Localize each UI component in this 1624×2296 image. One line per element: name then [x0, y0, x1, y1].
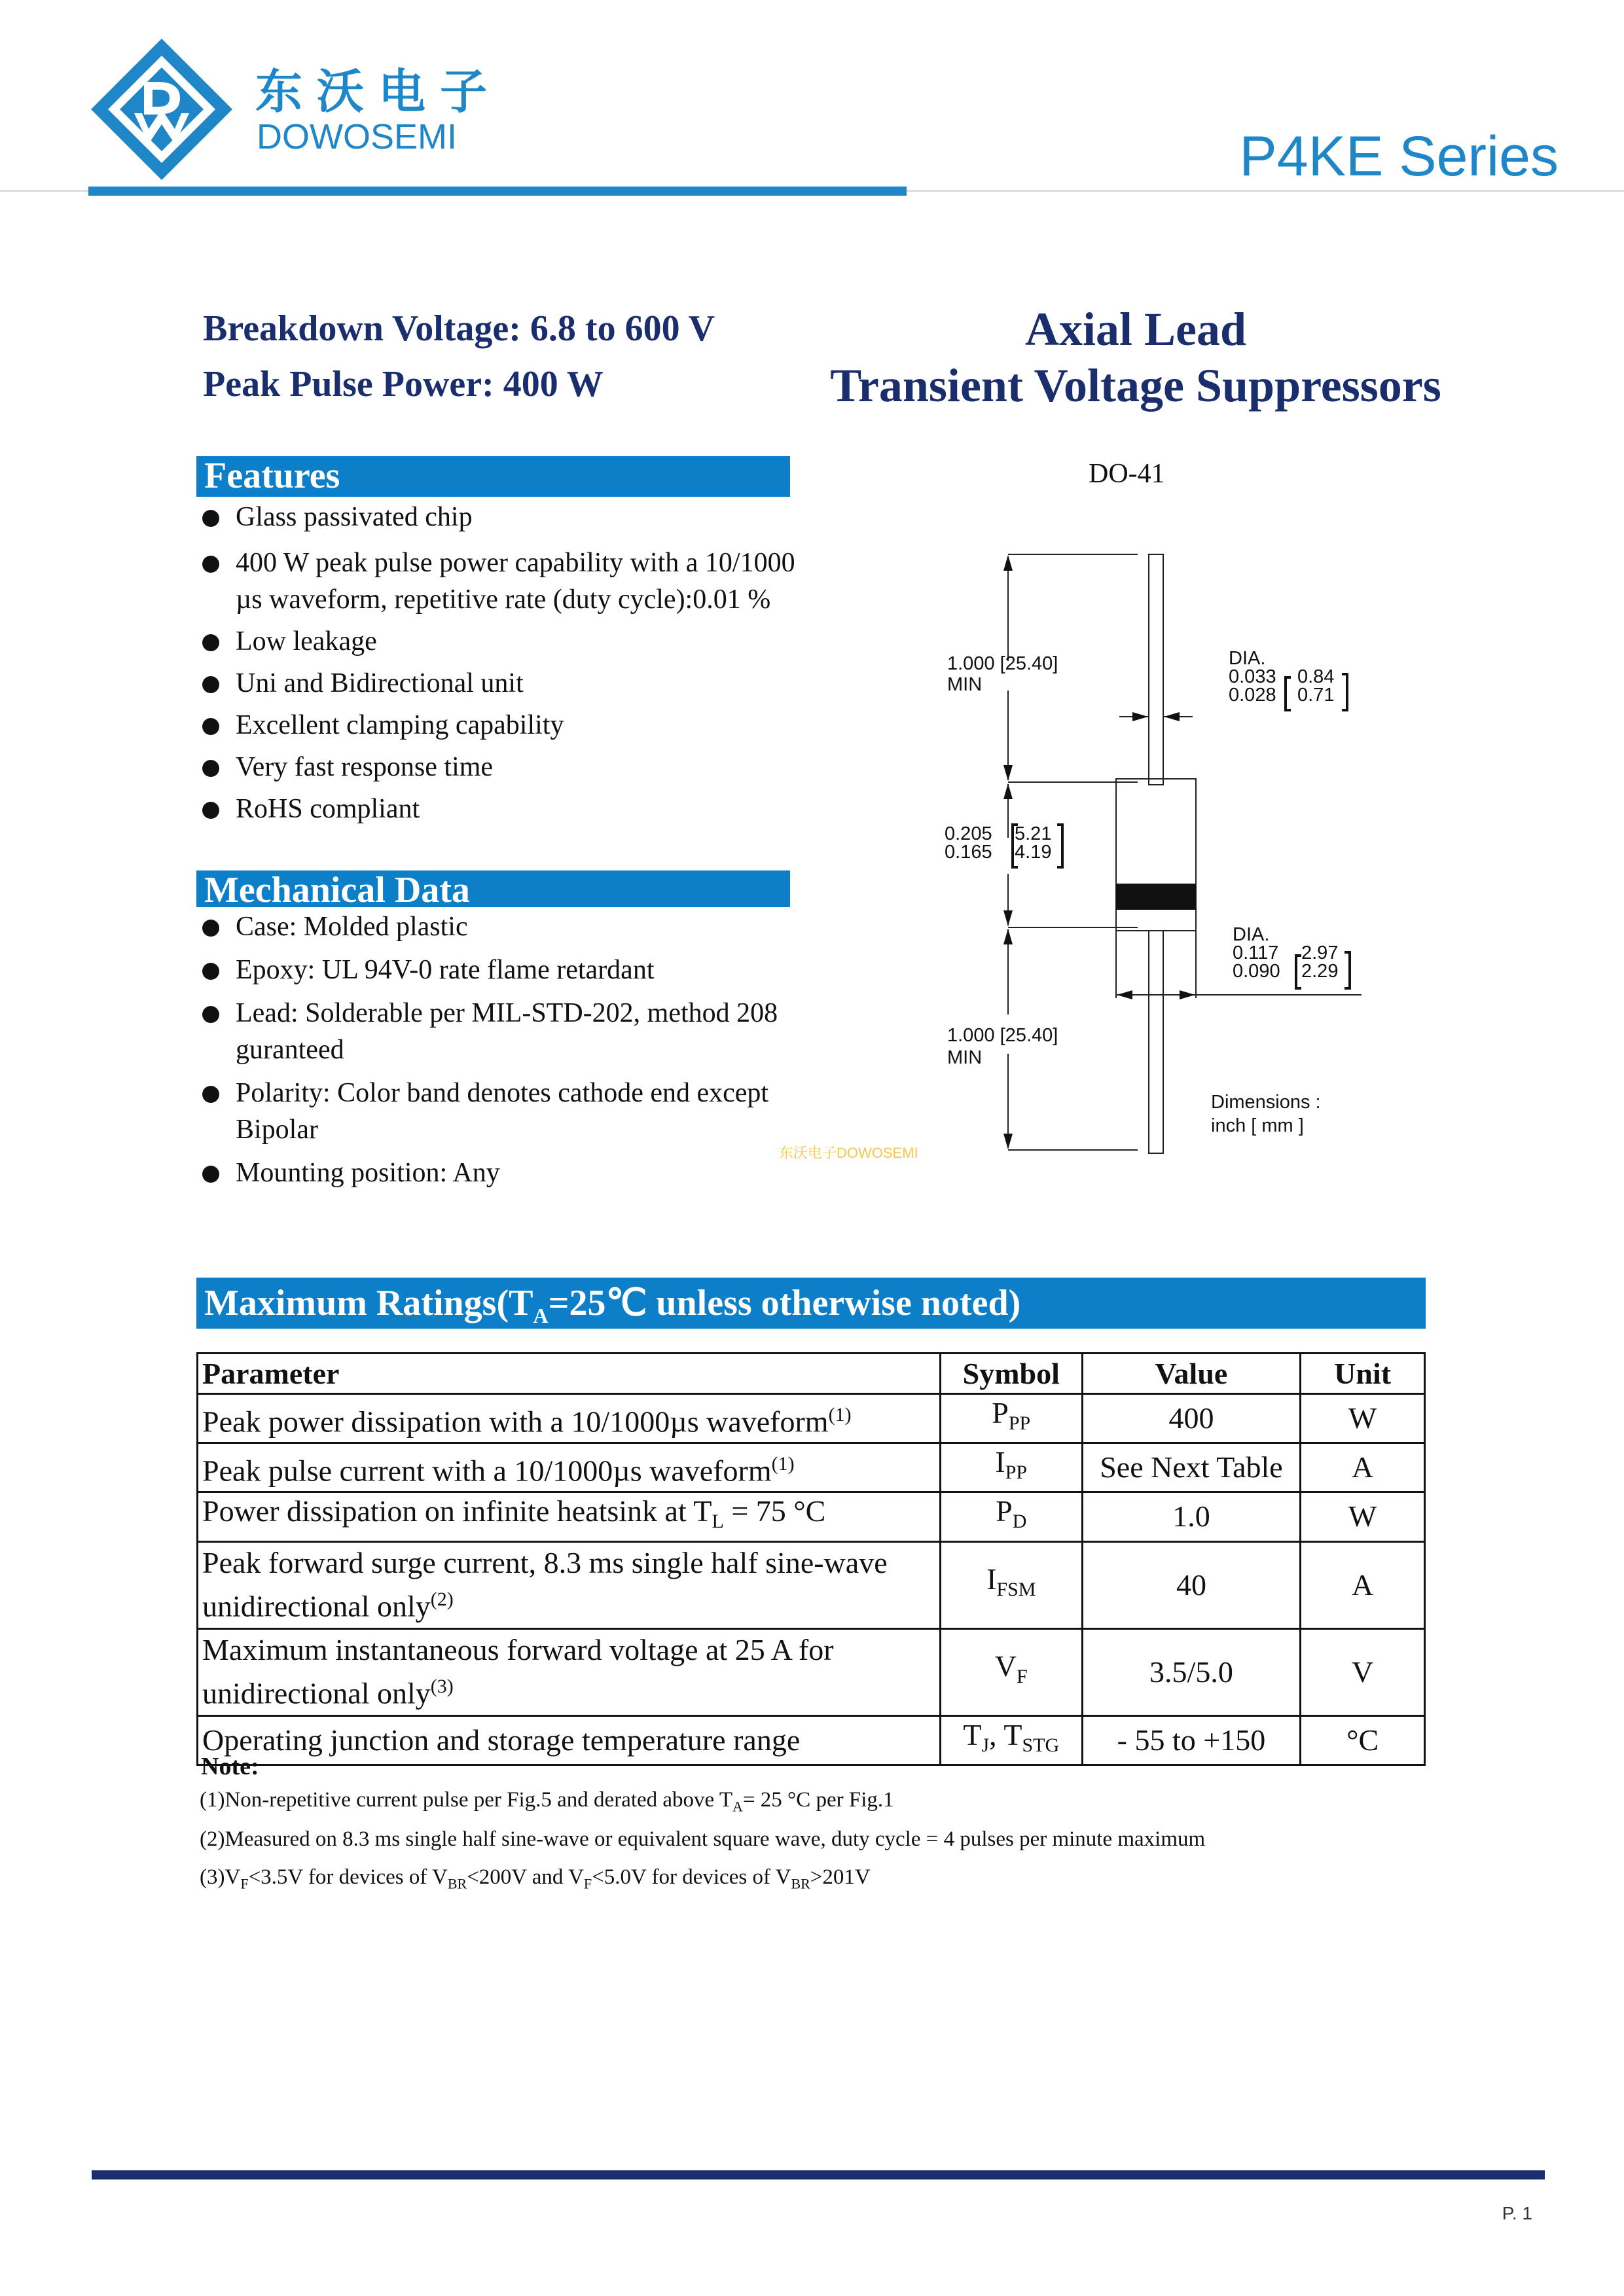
symbol-subscript: F [1017, 1666, 1028, 1688]
note-text: >201V [810, 1865, 871, 1889]
package-outline-drawing [929, 543, 1453, 1165]
dimensions-units: inch [ mm ] [1211, 1115, 1304, 1136]
parameter-text: unidirectional only [202, 1589, 431, 1623]
note-subscript: F [583, 1875, 592, 1892]
note-text: <3.5V for devices of V [248, 1865, 448, 1889]
symbol-cell [940, 1715, 1082, 1765]
notes-heading: Note: [201, 1753, 259, 1780]
column-header: Unit [1301, 1354, 1425, 1394]
table-row [198, 1541, 1425, 1628]
symbol-cell [940, 1394, 1082, 1443]
product-title-line1: Axial Lead [1024, 303, 1247, 355]
symbol-subscript: PP [1005, 1462, 1028, 1484]
features-heading: Features [196, 456, 790, 497]
body-length-mm-max: 5.21 [1015, 823, 1052, 844]
symbol-subscript: FSM [996, 1579, 1036, 1601]
footnote-ref: (3) [430, 1676, 454, 1698]
value-cell: 40 [1082, 1541, 1301, 1628]
list-item: Case: Molded plastic [200, 908, 808, 945]
dowosemi-logo-icon [88, 36, 236, 183]
parameter-cell [198, 1394, 941, 1443]
symbol-subscript: PP [1008, 1412, 1031, 1435]
note-subscript: BR [791, 1875, 810, 1892]
body-dia-mm-min: 2.29 [1301, 961, 1339, 982]
note-text: = 25 °C per Fig.1 [742, 1788, 894, 1812]
note-1 [200, 1788, 894, 1816]
symbol-cell [940, 1541, 1082, 1628]
parameter-text: Power dissipation on infinite heatsink at T [202, 1494, 712, 1528]
footer-divider-bar [92, 2170, 1545, 2179]
note-text: (3)V [200, 1865, 241, 1889]
lead-length-top-dim: 1.000 [25.40] [947, 653, 1058, 674]
watermark: 东沃电子DOWOSEMI [779, 1145, 918, 1161]
page-number: P. 1 [1502, 2203, 1532, 2223]
mechanical-data-heading: Mechanical Data [196, 870, 790, 907]
product-title-line2: Transient Voltage Suppressors [830, 359, 1441, 412]
lead-dia-label: DIA. [1229, 648, 1266, 669]
body-dia-mm-max: 2.97 [1301, 942, 1339, 963]
max-ratings-heading-sub: A [533, 1304, 549, 1328]
note-text: (1)Non-repetitive current pulse per Fig.5 and derated above T [200, 1788, 733, 1812]
note-2: (2)Measured on 8.3 ms single half sine-wave or equivalent square wave, duty cycle = 4 pulses per minute maximum [200, 1827, 1206, 1851]
symbol-text: I [986, 1562, 997, 1596]
symbol-text: I [995, 1445, 1005, 1479]
list-item: Uni and Bidirectional unit [200, 665, 808, 702]
value-cell: 400 [1082, 1394, 1301, 1443]
max-ratings-heading [196, 1278, 1426, 1329]
lead-length-bottom-min: MIN [947, 1047, 983, 1068]
note-3 [200, 1865, 871, 1893]
package-name: DO-41 [1089, 459, 1165, 489]
list-item: Glass passivated chip [200, 499, 808, 535]
unit-cell: A [1301, 1541, 1425, 1628]
value-cell: 3.5/5.0 [1082, 1628, 1301, 1715]
symbol-text: V [994, 1649, 1017, 1683]
header-divider-bar [88, 187, 907, 196]
unit-cell: W [1301, 1492, 1425, 1541]
symbol-text: , T [989, 1717, 1022, 1751]
symbol-text: P [996, 1494, 1013, 1528]
lead-length-top-min: MIN [947, 674, 983, 695]
list-item: Epoxy: UL 94V-0 rate flame retardant [200, 952, 808, 988]
symbol-cell [940, 1443, 1082, 1492]
value-cell: 1.0 [1082, 1492, 1301, 1541]
body-length-inch-min: 0.165 [945, 842, 992, 863]
company-name-chinese: 东沃电子 [255, 63, 502, 119]
unit-cell: V [1301, 1628, 1425, 1715]
symbol-subscript: J [981, 1734, 990, 1756]
column-header: Symbol [940, 1354, 1082, 1394]
mechanical-data-list [200, 908, 808, 1191]
symbol-subscript: D [1012, 1511, 1027, 1533]
note-text: <200V and V [467, 1865, 584, 1889]
footnote-ref: (1) [771, 1453, 795, 1475]
body-length-inch-max: 0.205 [945, 823, 992, 844]
parameter-text: Maximum instantaneous forward voltage at 25 A for [202, 1633, 834, 1667]
list-item: 400 W peak pulse power capability with a 10/1000 µs waveform, repetitive rate (duty cycle):0.01 % [200, 545, 808, 618]
footnote-ref: (2) [430, 1588, 454, 1611]
symbol-cell [940, 1628, 1082, 1715]
table-row [198, 1715, 1425, 1765]
body-dia-inch-min: 0.090 [1233, 961, 1280, 982]
series-title: P4KE Series [1239, 125, 1559, 188]
parameter-cell [198, 1541, 941, 1628]
breakdown-voltage-spec: Breakdown Voltage: 6.8 to 600 V [203, 308, 715, 349]
parameter-text: Peak power dissipation with a 10/1000µs waveform [202, 1405, 829, 1439]
list-item: Mounting position: Any [200, 1155, 808, 1191]
symbol-cell [940, 1492, 1082, 1541]
lead-length-bottom-dim: 1.000 [25.40] [947, 1025, 1058, 1046]
column-header: Value [1082, 1354, 1301, 1394]
value-cell: See Next Table [1082, 1443, 1301, 1492]
company-logo [88, 36, 236, 183]
body-length-mm-min: 4.19 [1015, 842, 1052, 863]
list-item: Low leakage [200, 623, 808, 660]
features-list [200, 499, 808, 827]
column-header: Parameter [198, 1354, 941, 1394]
unit-cell: A [1301, 1443, 1425, 1492]
note-subscript: BR [447, 1875, 467, 1892]
symbol-subscript: STG [1022, 1734, 1060, 1756]
list-item: Very fast response time [200, 749, 808, 785]
parameter-text: = 75 °C [723, 1494, 826, 1528]
symbol-text: P [992, 1396, 1009, 1429]
lead-dia-inch-min: 0.028 [1229, 685, 1276, 706]
parameter-text: unidirectional only [202, 1676, 431, 1710]
parameter-cell [198, 1492, 941, 1541]
footnote-ref: (1) [828, 1403, 852, 1426]
peak-pulse-power-spec: Peak Pulse Power: 400 W [203, 364, 604, 404]
parameter-cell [198, 1443, 941, 1492]
unit-cell: °C [1301, 1715, 1425, 1765]
list-item: Polarity: Color band denotes cathode end except Bipolar [200, 1075, 808, 1148]
parameter-cell: Operating junction and storage temperature range [198, 1715, 941, 1765]
table-header-row [198, 1354, 1425, 1394]
company-name-english: DOWOSEMI [257, 117, 457, 156]
lead-dia-inch-max: 0.033 [1229, 666, 1276, 687]
list-item: Lead: Solderable per MIL-STD-202, method 208 guranteed [200, 995, 808, 1068]
parameter-cell [198, 1628, 941, 1715]
body-dia-inch-max: 0.117 [1233, 942, 1279, 963]
list-item: RoHS compliant [200, 791, 808, 827]
max-ratings-table [196, 1352, 1426, 1766]
body-dia-label: DIA. [1233, 924, 1270, 945]
list-item: Excellent clamping capability [200, 707, 808, 744]
symbol-text: T [963, 1717, 982, 1751]
value-cell: - 55 to +150 [1082, 1715, 1301, 1765]
table-row [198, 1394, 1425, 1443]
table-row [198, 1628, 1425, 1715]
note-subscript: A [732, 1798, 743, 1815]
unit-cell: W [1301, 1394, 1425, 1443]
table-row [198, 1443, 1425, 1492]
table-row [198, 1492, 1425, 1541]
parameter-subscript: L [712, 1511, 724, 1533]
note-subscript: F [240, 1875, 249, 1892]
parameter-text: Peak forward surge current, 8.3 ms single half sine-wave [202, 1546, 888, 1580]
lead-dia-mm-max: 0.84 [1297, 666, 1335, 687]
lead-dia-mm-min: 0.71 [1297, 685, 1335, 706]
dimensions-note: Dimensions : [1211, 1092, 1321, 1113]
note-text: <5.0V for devices of V [592, 1865, 791, 1889]
parameter-text: Peak pulse current with a 10/1000µs waveform [202, 1454, 772, 1488]
max-ratings-heading-post: =25℃ unless otherwise noted) [548, 1283, 1021, 1323]
max-ratings-heading-pre: Maximum Ratings(T [204, 1283, 533, 1323]
do41-outline-icon [929, 543, 1453, 1165]
